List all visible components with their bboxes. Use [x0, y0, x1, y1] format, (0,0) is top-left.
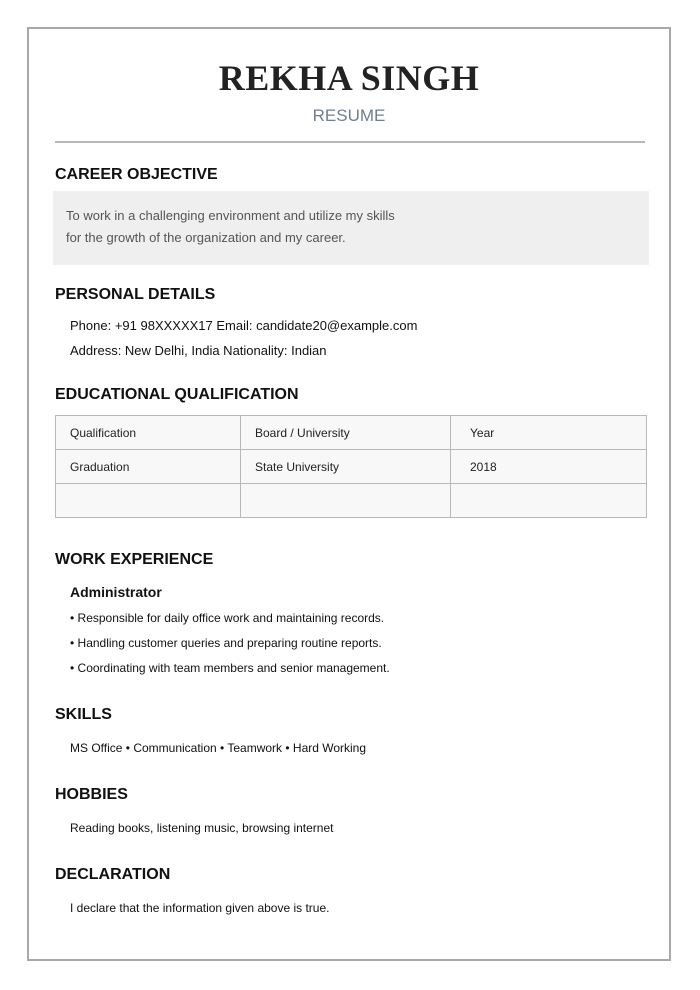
header-divider: [55, 141, 645, 143]
personal-detail-contact: Phone: +91 98XXXXX17 Email: candidate20@example.com: [70, 318, 418, 333]
job-title: Administrator: [70, 584, 162, 600]
table-cell: [241, 484, 451, 518]
table-cell: State University: [241, 450, 451, 484]
section-title-education: EDUCATIONAL QUALIFICATION: [55, 386, 299, 403]
career-objective-box: [53, 191, 649, 265]
section-title-personal-details: PERSONAL DETAILS: [55, 286, 216, 303]
skills-list: MS Office • Communication • Teamwork • Hard Working: [70, 741, 367, 755]
section-title-career-objective: CAREER OBJECTIVE: [55, 166, 218, 183]
table-header-row: [56, 416, 647, 450]
table-row: [56, 484, 647, 518]
objective-line: To work in a challenging environment and utilize my skills: [66, 208, 395, 223]
section-title-hobbies: HOBBIES: [55, 786, 128, 803]
table-header-cell: Qualification: [56, 416, 241, 450]
work-bullet: • Responsible for daily office work and maintaining records.: [70, 611, 385, 625]
work-bullet: • Handling customer queries and preparing routine reports.: [70, 636, 382, 650]
table-cell: [56, 484, 241, 518]
hobbies-list: Reading books, listening music, browsing internet: [70, 821, 334, 835]
resume-page: [27, 27, 671, 961]
declaration-text: I declare that the information given above is true.: [70, 901, 330, 915]
section-title-skills: SKILLS: [55, 706, 112, 723]
personal-detail-address: Address: New Delhi, India Nationality: Indian: [70, 343, 327, 358]
table-row: [56, 450, 647, 484]
table-cell: [451, 484, 647, 518]
table-header-cell: Year: [451, 416, 647, 450]
section-title-work-experience: WORK EXPERIENCE: [55, 551, 214, 568]
document-subtitle: RESUME: [312, 106, 386, 125]
section-title-declaration: DECLARATION: [55, 866, 171, 883]
table-header-cell: Board / University: [241, 416, 451, 450]
work-bullet: • Coordinating with team members and senior management.: [70, 661, 390, 675]
candidate-name: REKHA SINGH: [218, 58, 480, 98]
education-table: [55, 415, 647, 518]
objective-line: for the growth of the organization and my career.: [66, 230, 346, 245]
table-cell: Graduation: [56, 450, 241, 484]
table-cell: 2018: [451, 450, 647, 484]
